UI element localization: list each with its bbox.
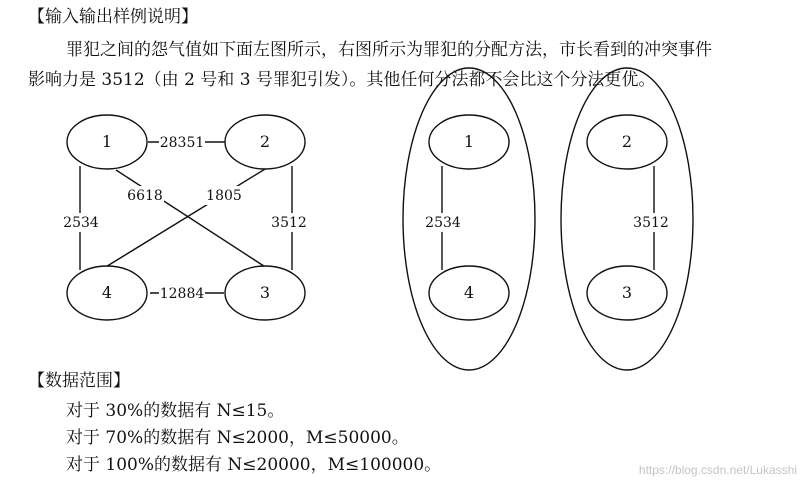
group-node-1-label: 1 <box>463 132 475 151</box>
edge-1-3-line <box>116 170 270 270</box>
group-node-4-label: 4 <box>463 283 475 302</box>
group-1-4-outline <box>403 68 535 370</box>
node-1-label: 1 <box>101 132 113 151</box>
range-line-3: 对于 100%的数据有 N≤20000，M≤100000。 <box>66 455 442 475</box>
range-heading: 【数据范围】 <box>28 371 130 391</box>
sample-heading: 【输入输出样例说明】 <box>28 7 198 27</box>
edge-4-3-weight: 12884 <box>159 286 205 302</box>
group-node-3-label: 3 <box>621 283 633 302</box>
range-line-1: 对于 30%的数据有 N≤15。 <box>66 401 285 421</box>
range-line-2: 对于 70%的数据有 N≤2000，M≤50000。 <box>66 428 409 448</box>
paragraph-line-1: 罪犯之间的怨气值如下面左图所示，右图所示为罪犯的分配方法，市长看到的冲突事件 <box>66 40 712 60</box>
node-3-label: 3 <box>259 283 271 302</box>
edge-2-4-weight: 1805 <box>206 188 242 204</box>
node-4-label: 4 <box>101 283 113 302</box>
edge-1-3-weight: 6618 <box>127 188 163 204</box>
edge-2-4-line <box>104 166 270 268</box>
group-1-4-weight: 2534 <box>425 215 461 231</box>
node-2-label: 2 <box>259 132 271 151</box>
watermark: https://blog.csdn.net/Lukasshi <box>638 463 797 477</box>
edge-1-4-weight: 2534 <box>63 215 99 231</box>
edge-2-3-weight: 3512 <box>271 215 307 231</box>
group-2-3-outline <box>561 68 693 370</box>
group-node-2-label: 2 <box>621 132 633 151</box>
group-2-3-weight: 3512 <box>633 215 669 231</box>
edge-1-2-weight: 28351 <box>159 135 205 151</box>
paragraph-line-2: 影响力是 3512（由 2 号和 3 号罪犯引发）。其他任何分法都不会比这个分法更优。 <box>28 70 656 90</box>
